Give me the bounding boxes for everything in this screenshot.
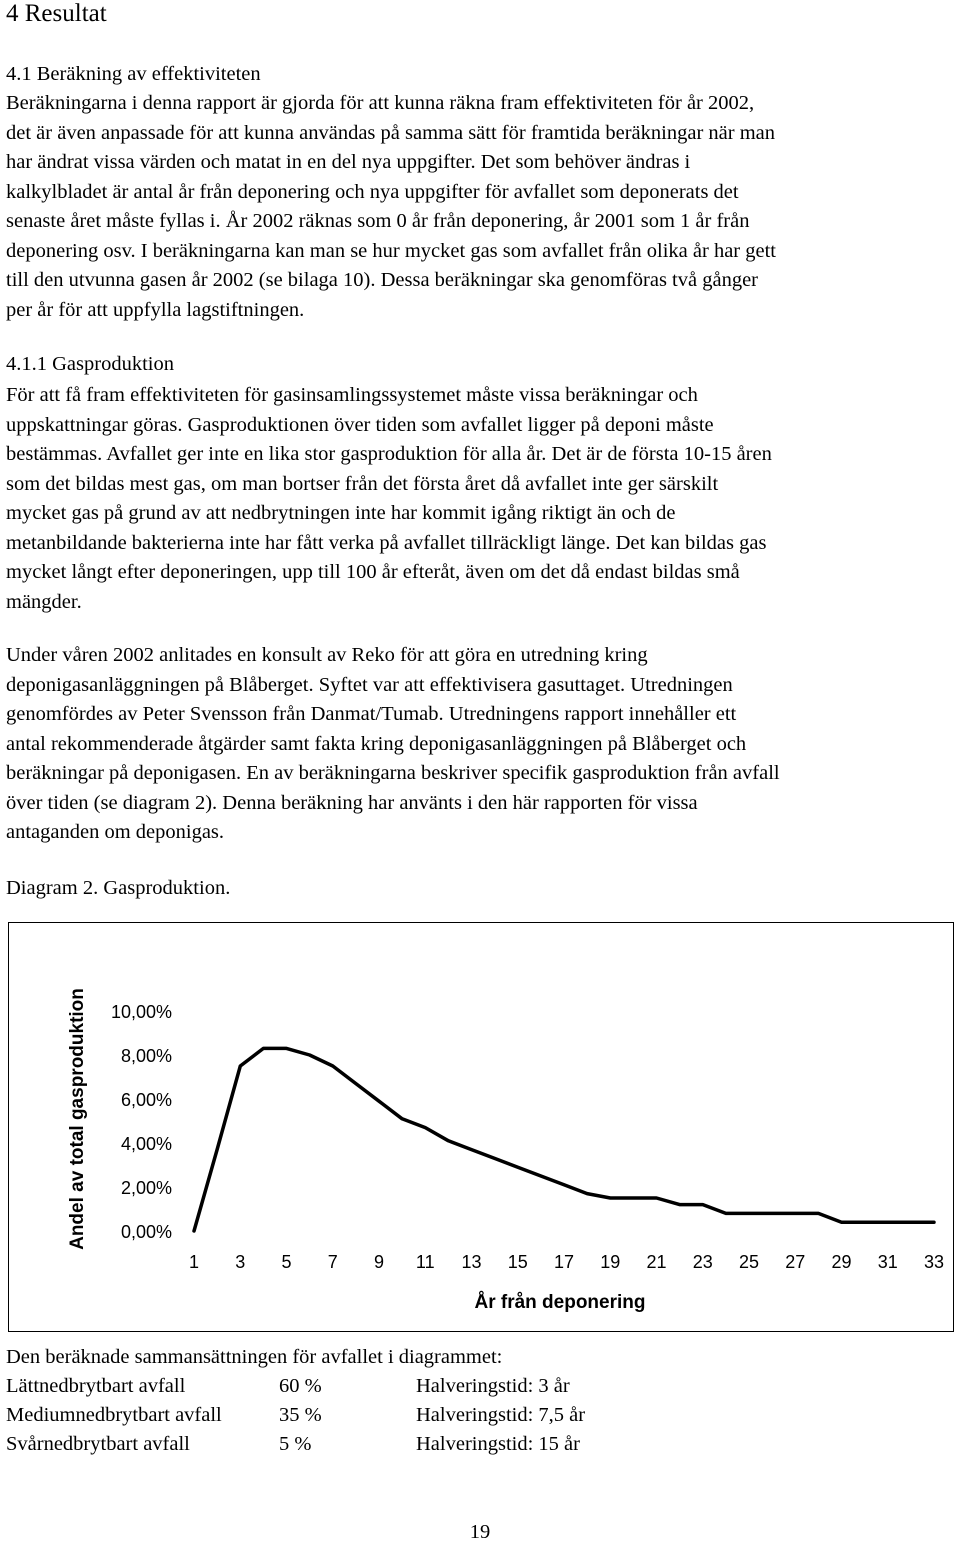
waste-halflife: Halveringstid: 7,5 år — [416, 1404, 586, 1426]
paragraph-line: deponering osv. I beräkningarna kan man se hur mycket gas som avfallet från olika år har gett — [6, 239, 776, 262]
x-tick-label: 23 — [692, 1252, 713, 1272]
paragraph-line: antaganden om deponigas. — [6, 821, 225, 843]
subsubsection-heading: 4.1.1 Gasproduktion — [6, 353, 174, 375]
paragraph-line: För att få fram effektiviteten för gasinsamlingssystemet måste vissa beräkningar och — [6, 384, 698, 406]
intro-paragraph — [6, 89, 960, 325]
chart-frame — [8, 922, 954, 1332]
x-tick-label: 25 — [738, 1252, 760, 1272]
paragraph-line: deponigasanläggningen på Blåberget. Syftet var att effektivisera gasuttaget. Utredningen — [6, 673, 733, 696]
composition-intro: Den beräknade sammansättningen för avfallet i diagrammet: — [6, 1346, 503, 1368]
paragraph-line: kalkylbladet är antal år från deponering och nya uppgifter för avfallet som deponerats det — [6, 180, 739, 203]
waste-share: 5 % — [279, 1433, 312, 1455]
subsection-heading: 4.1 Beräkning av effektiviteten — [6, 63, 261, 85]
waste-halflife: Halveringstid: 15 år — [416, 1433, 580, 1455]
y-tick-label: 8,00% — [120, 1046, 172, 1066]
paragraph-line: över tiden (se diagram 2). Denna beräkning har använts i den här rapporten för vissa — [6, 791, 698, 814]
y-tick-label: 6,00% — [120, 1090, 172, 1110]
paragraph-line: antal rekommenderade åtgärder samt fakta kring deponigasanläggningen på Blåberget och — [6, 732, 747, 755]
paragraph-line: per år för att uppfylla lagstiftningen. — [6, 298, 305, 321]
y-tick-label: 0,00% — [120, 1222, 172, 1242]
waste-type: Lättnedbrytbart avfall — [6, 1375, 186, 1397]
paragraph-line: beräkningar på deponigasen. En av beräkningarna beskriver specifik gasproduktion från avfall — [6, 762, 780, 784]
x-tick-label: 9 — [373, 1252, 385, 1272]
x-tick-label: 13 — [461, 1252, 482, 1272]
gas-paragraph — [6, 381, 960, 617]
x-tick-label: 3 — [235, 1252, 246, 1272]
x-tick-label: 15 — [507, 1252, 528, 1272]
x-tick-label: 33 — [923, 1252, 945, 1272]
paragraph-line: metanbildande bakterierna inte har fått verka på avfallet tillräckligt länge. Det kan bildas gas — [6, 531, 767, 554]
paragraph-line: bestämmas. Avfallet ger inte en lika stor gasproduktion för alla år. Det är de första 10-15 åren — [6, 443, 772, 465]
x-tick-label: 5 — [281, 1252, 292, 1272]
waste-type: Svårnedbrytbart avfall — [6, 1433, 190, 1455]
paragraph-line: till den utvunna gasen år 2002 (se bilaga 10). Dessa beräkningar ska genomföras två gånger — [6, 269, 758, 291]
paragraph-line: mycket gas på grund av att nedbrytningen inte har kommit igång riktigt än och de — [6, 502, 676, 524]
x-axis-label: År från deponering — [474, 1292, 646, 1313]
y-tick-label: 4,00% — [120, 1134, 172, 1154]
gas-production-chart — [9, 923, 955, 1333]
paragraph-line: Under våren 2002 anlitades en konsult av Reko för att göra en utredning kring — [6, 644, 648, 666]
waste-share: 35 % — [279, 1404, 322, 1426]
paragraph-line: genomfördes av Peter Svensson från Danmat/Tumab. Utredningens rapport innehåller ett — [6, 703, 737, 725]
paragraph-line: Beräkningarna i denna rapport är gjorda för att kunna räkna fram effektiviteten för år 2002, — [6, 92, 755, 114]
paragraph-line: har ändrat vissa värden och matat in en del nya uppgifter. Det som behöver ändras i — [6, 151, 691, 173]
paragraph-line: mycket långt efter deponeringen, upp till 100 år efteråt, även om det då endast bildas små — [6, 561, 740, 583]
diagram-caption: Diagram 2. Gasproduktion. — [6, 877, 231, 899]
paragraph-line: senaste året måste fyllas i. År 2002 räknas som 0 år från deponering, år 2001 som 1 år från — [6, 210, 750, 232]
paragraph-line: mängder. — [6, 590, 82, 613]
paragraph-line: som det bildas mest gas, om man bortser från det första året då avfallet inte ger särskilt — [6, 472, 719, 495]
x-tick-label: 27 — [785, 1252, 806, 1272]
waste-type: Mediumnedbrytbart avfall — [6, 1404, 222, 1426]
x-tick-label: 29 — [831, 1252, 852, 1272]
paragraph-line: uppskattningar göras. Gasproduktionen över tiden som avfallet ligger på deponi måste — [6, 413, 714, 436]
waste-halflife: Halveringstid: 3 år — [416, 1375, 570, 1397]
x-tick-label: 17 — [553, 1252, 575, 1272]
reko-paragraph — [6, 641, 960, 848]
x-tick-label: 21 — [646, 1252, 667, 1272]
x-tick-label: 19 — [600, 1252, 621, 1272]
x-tick-label: 1 — [188, 1252, 200, 1272]
section-heading: 4 Resultat — [6, 0, 107, 27]
page-number: 19 — [469, 1521, 491, 1543]
waste-share: 60 % — [279, 1375, 322, 1397]
series-line — [194, 1048, 934, 1231]
y-tick-label: 2,00% — [120, 1178, 172, 1198]
x-tick-label: 7 — [327, 1252, 338, 1272]
y-tick-label: 10,00% — [110, 1002, 172, 1022]
x-tick-label: 11 — [415, 1252, 435, 1272]
paragraph-line: det är även anpassade för att kunna användas på samma sätt för framtida beräkningar när man — [6, 121, 776, 144]
x-tick-label: 31 — [877, 1252, 898, 1272]
y-axis-label: Andel av total gasproduktion — [67, 988, 88, 1250]
